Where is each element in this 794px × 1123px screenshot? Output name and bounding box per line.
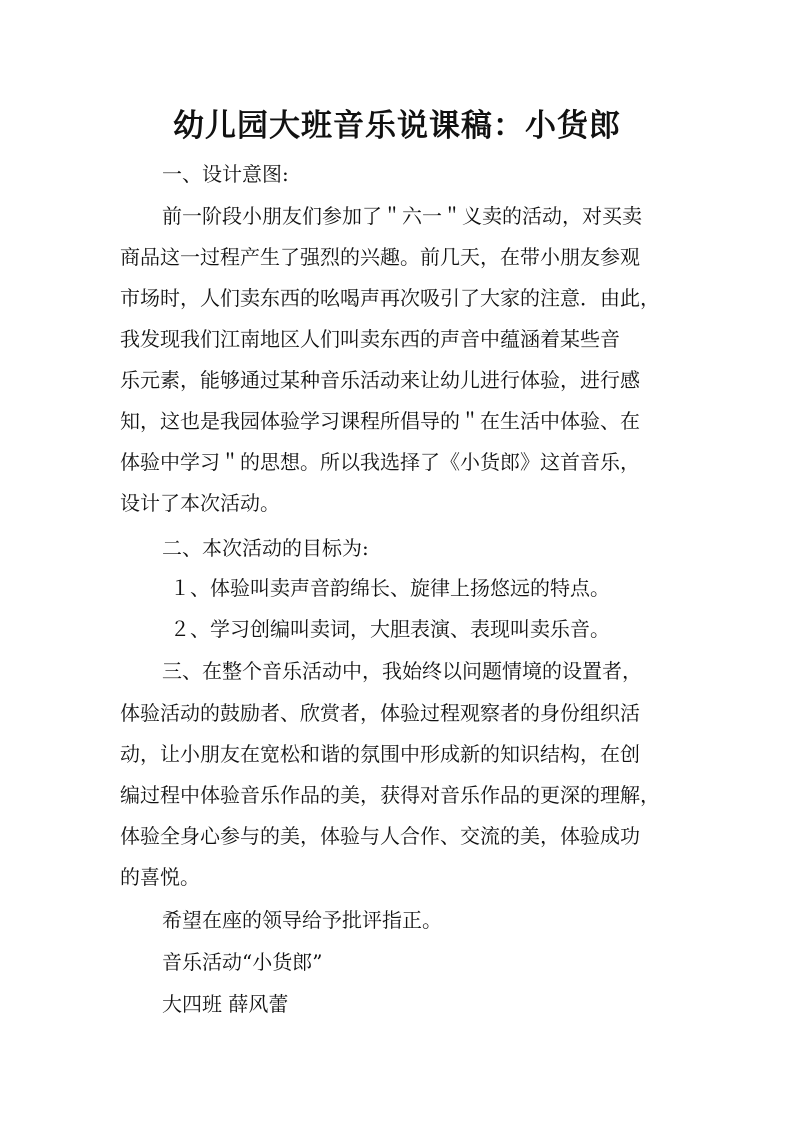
paragraph-line: 的喜悦。 xyxy=(120,865,200,889)
paragraph-line: 我发现我们江南地区人们叫卖东西的声音中蕴涵着某些音 xyxy=(120,327,620,351)
paragraph-line: 前一阶段小朋友们参加了＂六一＂义卖的活动，对买卖 xyxy=(162,204,642,228)
paragraph-line: 市场时，人们卖东西的吆喝声再次吸引了大家的注意．由此， xyxy=(120,286,660,310)
closing-remark: 希望在座的领导给予批评指正。 xyxy=(162,908,442,932)
paragraph-line: 乐元素，能够通过某种音乐活动来让幼儿进行体验，进行感 xyxy=(120,368,640,392)
paragraph-line: 商品这一过程产生了强烈的兴趣。前几天，在带小朋友参观 xyxy=(120,245,640,269)
paragraph-line: 体验全身心参与的美，体验与人合作、交流的美，体验成功 xyxy=(120,824,640,848)
author-line: 大四班 薛风蕾 xyxy=(162,992,289,1016)
goal-item-2: ２、学习创编叫卖词，大胆表演、表现叫卖乐音。 xyxy=(170,617,610,641)
document-title: 幼儿园大班音乐说课稿：小货郎 xyxy=(173,108,621,144)
activity-name: 音乐活动“小货郎” xyxy=(162,950,323,974)
paragraph-line: 编过程中体验音乐作品的美，获得对音乐作品的更深的理解， xyxy=(120,783,660,807)
section-heading-approach: 三、在整个音乐活动中，我始终以问题情境的设置者， xyxy=(162,659,642,683)
paragraph-line: 动，让小朋友在宽松和谐的氛围中形成新的知识结构，在创 xyxy=(120,742,640,766)
paragraph-line: 设计了本次活动。 xyxy=(120,491,280,515)
paragraph-line: 体验活动的鼓励者、欣赏者，体验过程观察者的身份组织活 xyxy=(120,701,640,725)
paragraph-line: 体验中学习＂的思想。所以我选择了《小货郎》这首音乐， xyxy=(120,450,640,474)
paragraph-line: 知，这也是我园体验学习课程所倡导的＂在生活中体验、在 xyxy=(120,409,640,433)
goal-item-1: １、体验叫卖声音韵绵长、旋律上扬悠远的特点。 xyxy=(170,576,610,600)
section-heading-design-intent: 一、设计意图: xyxy=(162,162,289,186)
section-heading-goals: 二、本次活动的目标为: xyxy=(162,536,369,560)
